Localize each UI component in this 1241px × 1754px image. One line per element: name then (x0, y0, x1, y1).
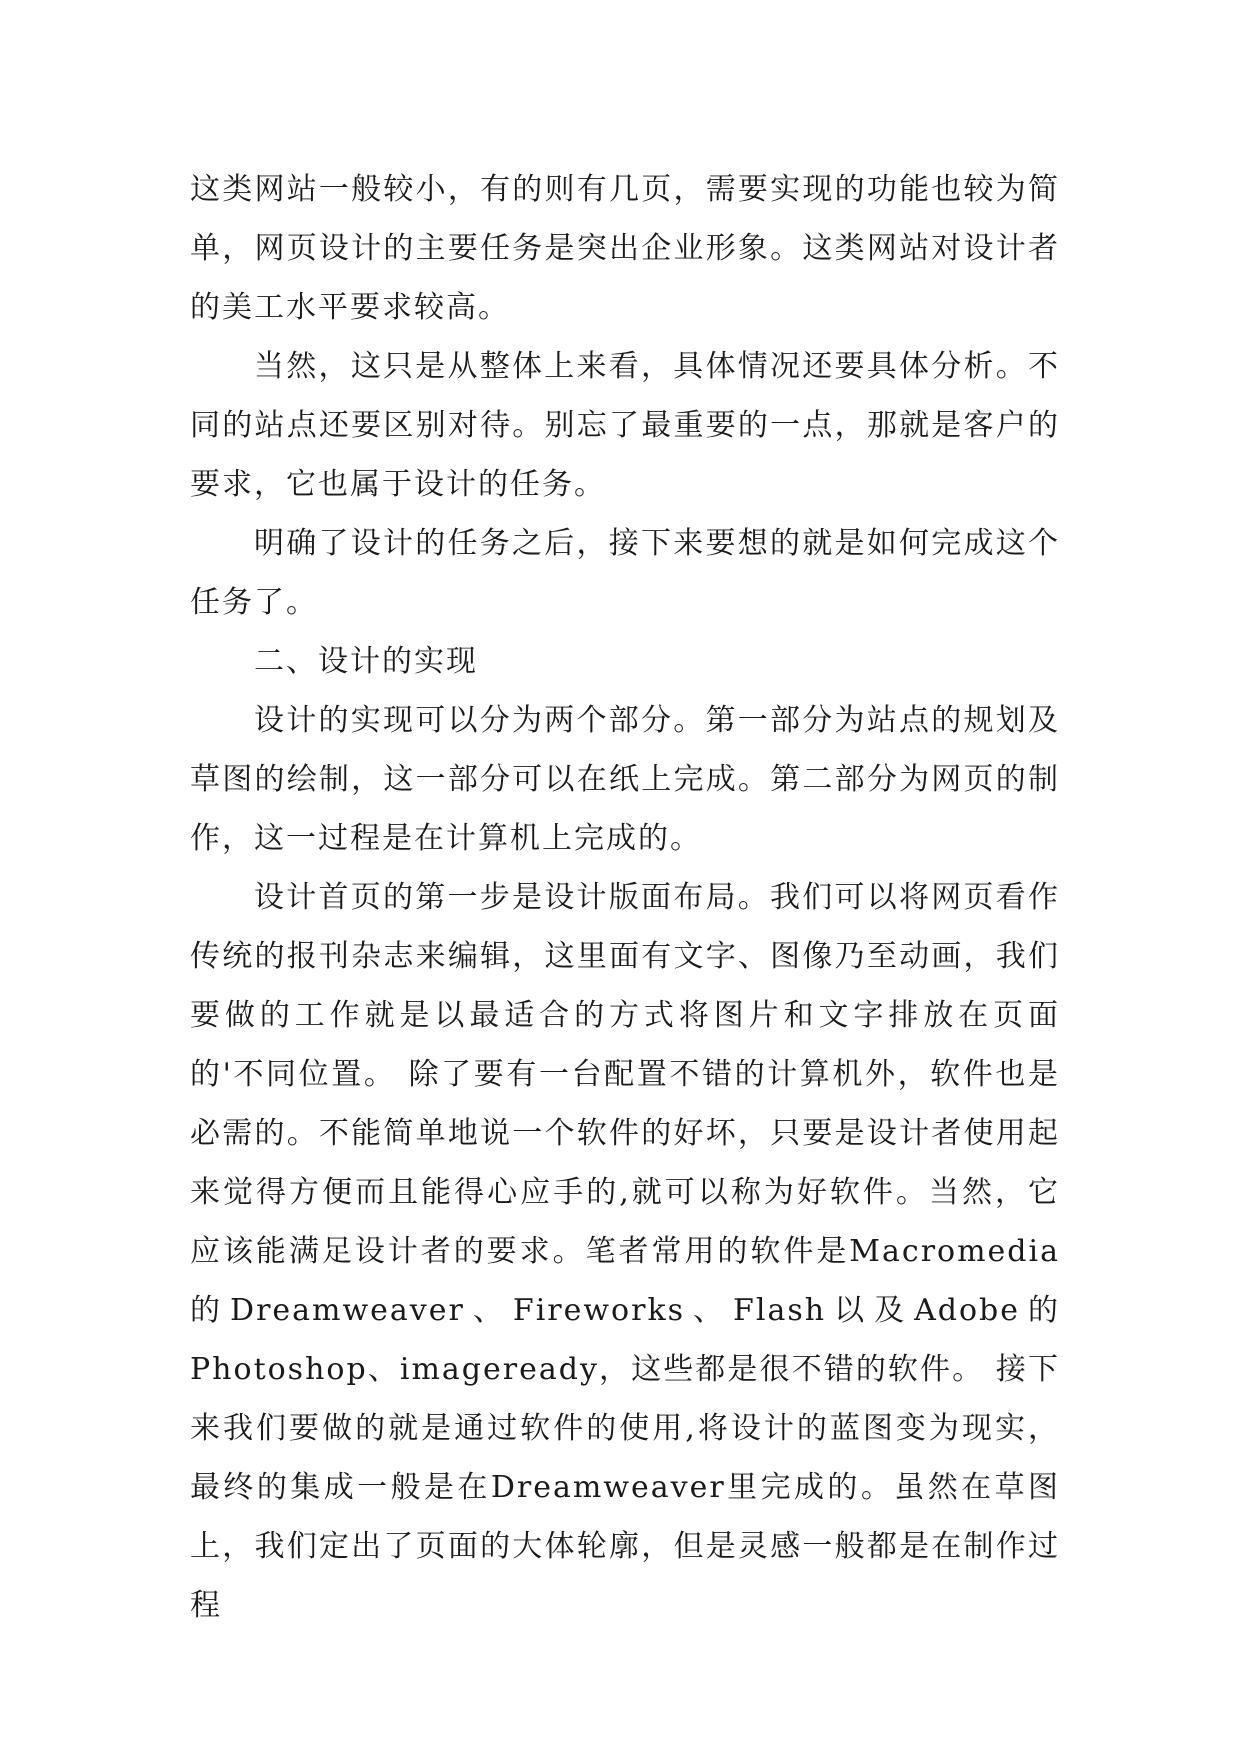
paragraph: 当然，这只是从整体上来看，具体情况还要具体分析。不同的站点还要区别对待。别忘了最重要的一点，那就是客户的要求，它也属于设计的任务。 (190, 349, 1060, 502)
paragraph: 设计首页的第一步是设计版面布局。我们可以将网页看作传统的报刊杂志来编辑，这里面有文字、图像乃至动画，我们要做的工作就是以最适合的方式将图片和文字排放在页面的'不同位置。 除了要有一台配置不错的计算机外，软件也是必需的。不能简单地说一个软件的好坏，只要是设计者使用起来觉得方便而且能得心应手的,就可以称为好软件。当然，它应该能满足设计者的要求。笔者常用的软件是Macromedia的Dreamweaver、Fireworks、Flash以及Adobe的Photoshop、imageready，这些都是很不错的软件。 接下来我们要做的就是通过软件的使用,将设计的蓝图变为现实，最终的集成一般是在Dreamweaver里完成的。虽然在草图上，我们定出了页面的大体轮廓，但是灵感一般都是在制作过程 (190, 880, 1060, 1623)
section-heading: 二、设计的实现 (254, 644, 478, 679)
paragraph: 明确了设计的任务之后，接下来要想的就是如何完成这个任务了。 (190, 526, 1060, 620)
document-body (190, 160, 1060, 1635)
paragraph: 这类网站一般较小，有的则有几页，需要实现的功能也较为简单，网页设计的主要任务是突出企业形象。这类网站对设计者的美工水平要求较高。 (190, 172, 1060, 325)
paragraph: 设计的实现可以分为两个部分。第一部分为站点的规划及草图的绘制，这一部分可以在纸上完成。第二部分为网页的制作，这一过程是在计算机上完成的。 (190, 703, 1060, 856)
